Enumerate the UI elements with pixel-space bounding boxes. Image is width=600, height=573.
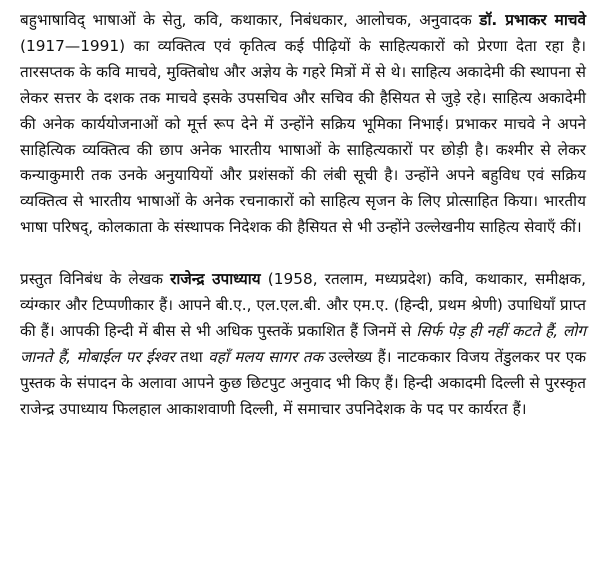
author-book-titles: सिर्फ पेड़ ही नहीं कटते हैं, लोग जानते हैं, मोबाईल पर ईश्वर: [20, 321, 586, 366]
author-bio-paragraph: [20, 267, 586, 422]
machwe-bio-paragraph: [20, 8, 586, 241]
author-closing-text: उल्लेख्य हैं। नाटककार विजय तेंडुलकर पर एक पुस्तक के संपादन के अलावा आपने कुछ छिटपुट अनुवाद भी किए हैं। हिन्दी अकादमी दिल्ली से पुरस्कृत राजेन्द्र उपाध्याय फिलहाल आकाशवाणी दिल्ली, में समाचार उपनिदेशक के पद पर कार्यरत हैं।: [20, 347, 586, 418]
author-name: राजेन्द्र उपाध्याय: [170, 270, 261, 289]
author-book-title-last: वहाँ मलय सागर तक: [208, 347, 324, 366]
machwe-name: डॉ. प्रभाकर माचवे: [479, 11, 586, 29]
author-conjunction-text: तथा: [174, 347, 209, 366]
author-body-text: (1958, रतलाम, मध्यप्रदेश) कवि, कथाकार, समीक्षक, व्यंग्कार और टिप्पणीकार हैं। आपने बी.ए., एल.एल.बी. और एम.ए. (हिन्दी, प्रथम श्रेणी) उपाधियाँ प्राप्त की हैं। आपकी हिन्दी में बीस से भी अधिक पुस्तकें प्रकाशित हैं जिनमें से: [20, 270, 586, 340]
author-intro-text: प्रस्तुत विनिबंध के लेखक: [20, 270, 171, 289]
bio-intro-text: बहुभाषाविद् भाषाओं के सेतु, कवि, कथाकार, निबंधकार, आलोचक, अनुवादक: [20, 11, 480, 29]
bio-body-text: (1917—1991) का व्यक्तित्व एवं कृतित्व कई पीढ़ियों के साहित्यकारों को प्रेरणा देता रहा है। तारसप्तक के कवि माचवे, मुक्तिबोध और अज्ञेय के गहरे मित्रों में से थे। साहित्य अकादेमी की स्थापना से लेकर सत्तर के दशक तक माचवे इसके उपसचिव और सचिव की हैसियत से जुड़े रहे। साहित्य अकादेमी की अनेक कार्ययोजनाओं को मूर्त्त रूप देने में उन्होंने सक्रिय भूमिका निभाई। प्रभाकर माचवे ने अपने साहित्यिक व्यक्तित्व की छाप अनेक भारतीय भाषाओं के साहित्यकारों पर छोड़ी है। कश्मीर से लेकर कन्याकुमारी तक उनके अनुयायियों और प्रशंसकों की लंबी सूची है। उन्होंने अपने बहुविध एवं सक्रिय व्यक्तित्व से भारतीय भाषाओं के अनेक रचनाकारों को साहित्य सृजन के लिए प्रोत्साहित किया। भारतीय भाषा परिषद्, कोलकाता के संस्थापक निदेशक की हैसियत से भी उन्होंने उल्लेखनीय साहित्य सेवाएँ कीं।: [20, 36, 586, 237]
